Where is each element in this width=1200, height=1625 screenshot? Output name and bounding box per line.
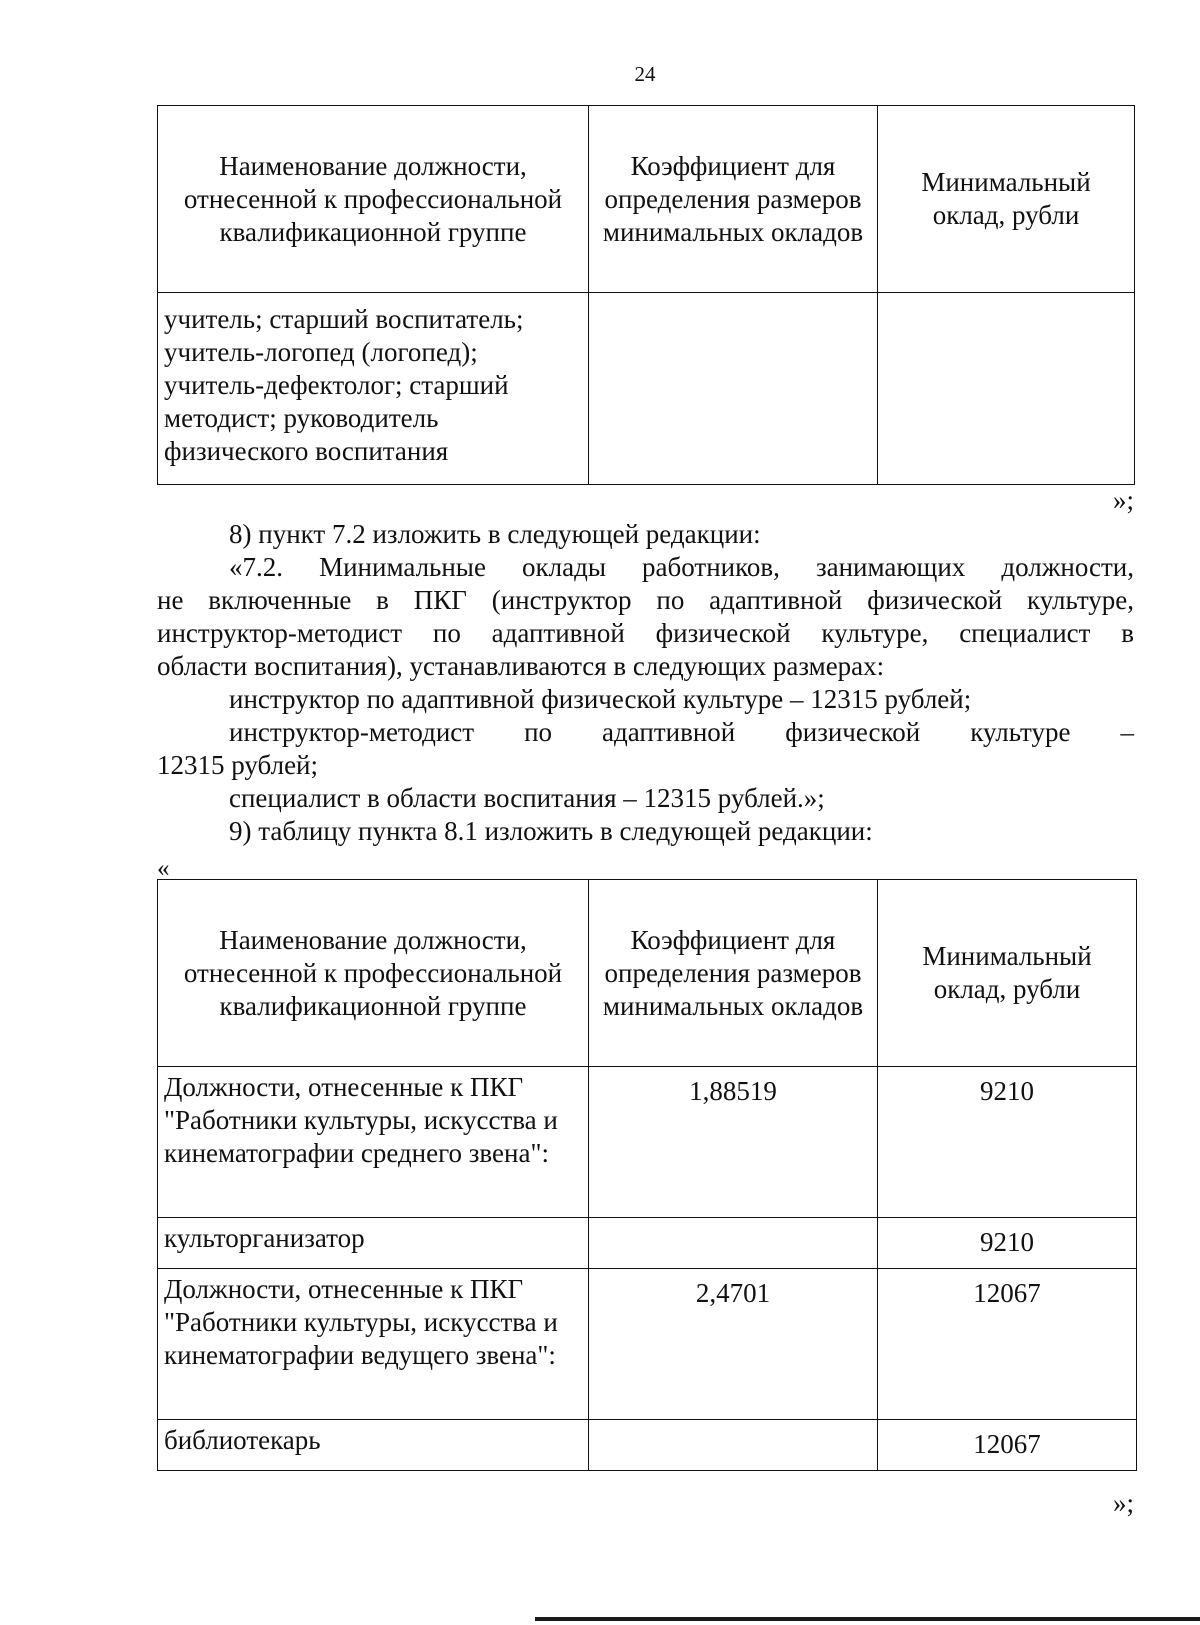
- header-position-name: Наименование должности, отнесенной к профессиональной квалификационной группе: [158, 106, 589, 293]
- position-name-cell: Должности, отнесенные к ПКГ "Работники культуры, искусства и кинематографии среднего звена":: [158, 1067, 589, 1218]
- salary-cell: [878, 293, 1135, 485]
- coefficient-cell: 2,4701: [589, 1269, 878, 1420]
- opening-quote: «: [157, 855, 170, 882]
- scan-edge-line: [535, 1617, 1200, 1621]
- position-name-cell: культорганизатор: [158, 1218, 589, 1269]
- salary-table-continued: [157, 105, 1135, 485]
- paragraph-line: инструктор-методист по адаптивной физической культуре, специалист в: [157, 618, 1134, 648]
- paragraph-item-8: 8) пункт 7.2 изложить в следующей редакции:: [229, 519, 761, 549]
- table-row: [158, 1218, 1137, 1269]
- paragraph-7-2: [157, 551, 1134, 683]
- salary-cell: 12067: [878, 1269, 1137, 1420]
- coefficient-cell: [589, 1218, 878, 1269]
- paragraph-line: «7.2. Минимальные оклады работников, занимающих должности,: [229, 552, 1134, 582]
- list-item-education-specialist: специалист в области воспитания – 12315 рублей.»;: [229, 783, 825, 813]
- paragraph-line: 12315 рублей;: [157, 750, 319, 780]
- closing-quote: »;: [1112, 485, 1134, 515]
- header-coefficient: Коэффициент для определения размеров минимальных окладов: [589, 880, 878, 1067]
- table-row: [158, 1269, 1137, 1420]
- paragraph-line: инструктор-методист по адаптивной физической культуре –: [229, 717, 1134, 747]
- body-text: [157, 518, 1134, 848]
- table-row: [158, 293, 1135, 485]
- header-position-name: Наименование должности, отнесенной к профессиональной квалификационной группе: [158, 880, 589, 1067]
- paragraph-line: не включенные в ПКГ (инструктор по адаптивной физической культуре,: [157, 585, 1134, 615]
- salary-cell: 9210: [878, 1067, 1137, 1218]
- table-row: [158, 1067, 1137, 1218]
- coefficient-cell: [589, 1420, 878, 1471]
- header-min-salary: Минимальный оклад, рубли: [878, 880, 1137, 1067]
- salary-cell: 12067: [878, 1420, 1137, 1471]
- table-row: [158, 1420, 1137, 1471]
- list-item-instructor: инструктор по адаптивной физической культуре – 12315 рублей;: [229, 684, 972, 714]
- paragraph-item-9: 9) таблицу пункта 8.1 изложить в следующей редакции:: [229, 816, 873, 846]
- position-name-cell: библиотекарь: [158, 1420, 589, 1471]
- position-name-cell: учитель; старший воспитатель; учитель-логопед (логопед); учитель-дефектолог; старший методист; руководитель физического воспитания: [158, 293, 589, 485]
- paragraph-line: области воспитания), устанавливаются в следующих размерах:: [157, 651, 885, 681]
- coefficient-cell: 1,88519: [589, 1067, 878, 1218]
- closing-quote: »;: [1112, 1488, 1134, 1518]
- table-header-row: [158, 106, 1135, 293]
- list-item-instructor-methodist: [157, 716, 1134, 782]
- salary-cell: 9210: [878, 1218, 1137, 1269]
- salary-table-8-1: [157, 879, 1137, 1471]
- page-number: 24: [634, 62, 656, 86]
- header-coefficient: Коэффициент для определения размеров минимальных окладов: [589, 106, 878, 293]
- coefficient-cell: [589, 293, 878, 485]
- table-header-row: [158, 880, 1137, 1067]
- position-name-cell: Должности, отнесенные к ПКГ "Работники культуры, искусства и кинематографии ведущего звена":: [158, 1269, 589, 1420]
- header-min-salary: Минимальный оклад, рубли: [878, 106, 1135, 293]
